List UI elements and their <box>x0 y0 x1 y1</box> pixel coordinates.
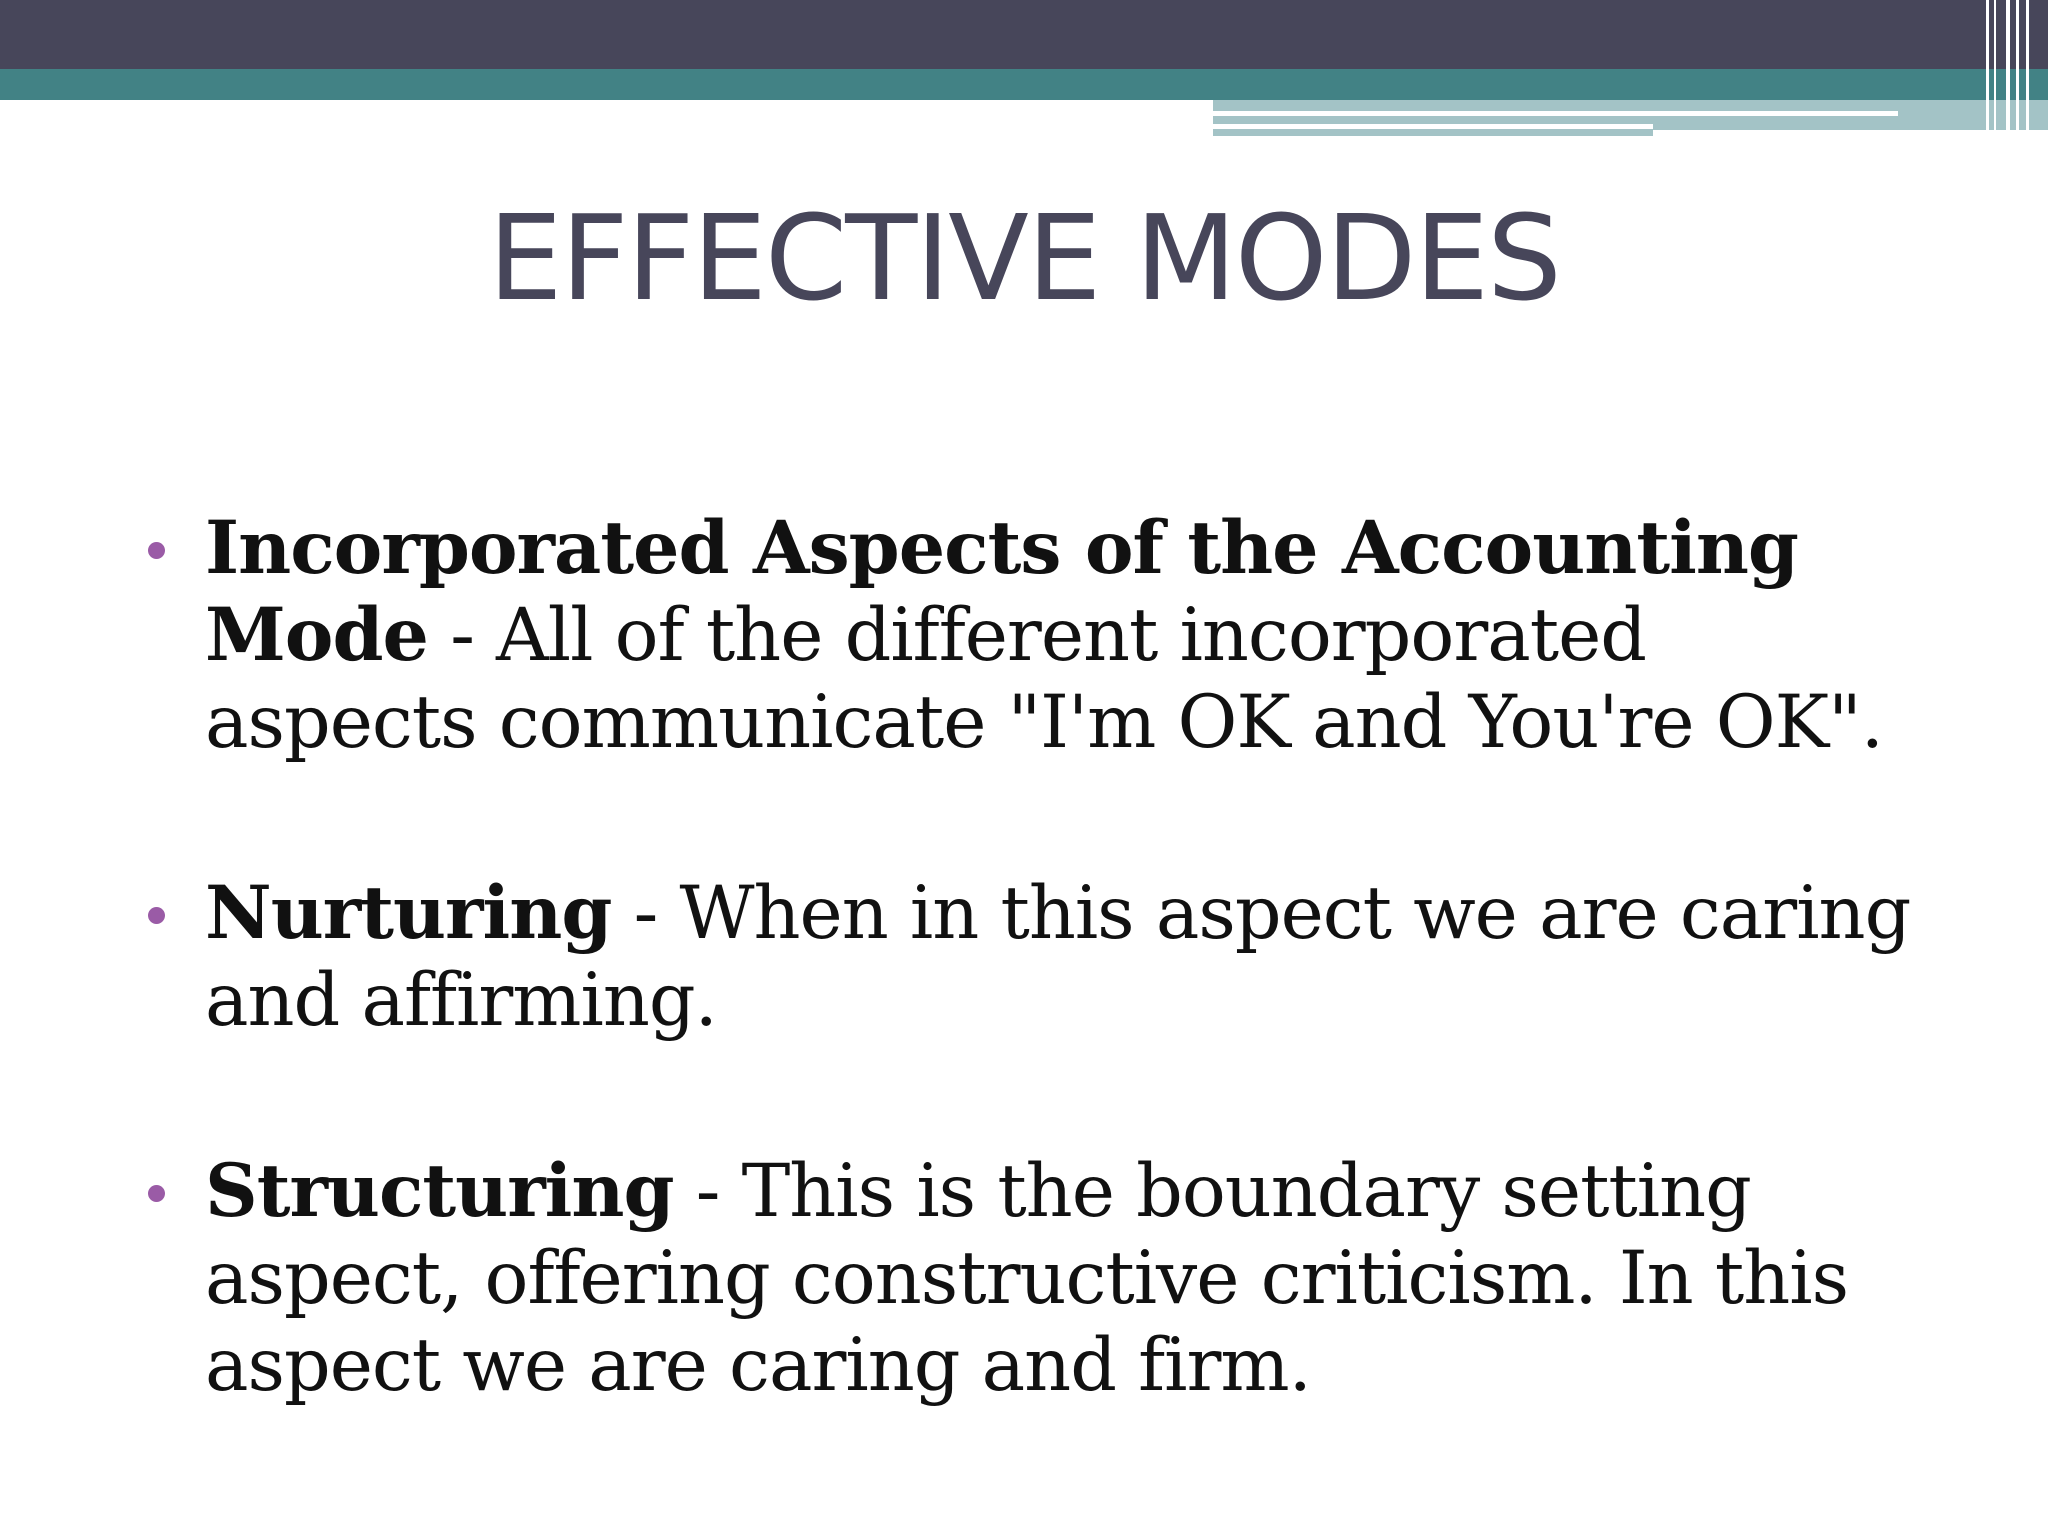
bullet-dot-icon <box>148 542 165 559</box>
header-band-teal <box>0 69 2048 100</box>
slide-title: EFFECTIVE MODES <box>488 189 1560 327</box>
bullet-term: Structuring <box>205 1148 674 1234</box>
bullet-text: - When in this aspect we are caring and affirming. <box>205 871 1911 1043</box>
header-vertical-line <box>2026 0 2029 138</box>
header-vertical-line <box>1994 0 1996 138</box>
bullet-item <box>205 505 1925 766</box>
bullet-term: Incorporated Aspects of the Accounting Mode <box>205 505 1798 678</box>
bullet-item <box>205 1148 1925 1409</box>
header-vertical-line <box>2016 0 2019 138</box>
header-vertical-line <box>1986 0 1989 138</box>
header-stripe <box>1213 111 1898 116</box>
bullet-text: - This is the boundary setting aspect, offering constructive criticism. In this aspect we are caring and firm. <box>205 1149 1849 1408</box>
header-stripe <box>1213 124 1653 129</box>
bullet-dot-icon <box>148 1185 165 1202</box>
bullet-item <box>205 870 1925 1044</box>
bullet-text: - All of the different incorporated aspects communicate "I'm OK and You're OK". <box>205 593 1883 765</box>
bullet-dot-icon <box>148 907 165 924</box>
bullet-list <box>205 505 1925 1513</box>
header-vertical-line <box>2006 0 2010 138</box>
bullet-term: Nurturing <box>205 870 612 956</box>
header-band-dark <box>0 0 2048 69</box>
